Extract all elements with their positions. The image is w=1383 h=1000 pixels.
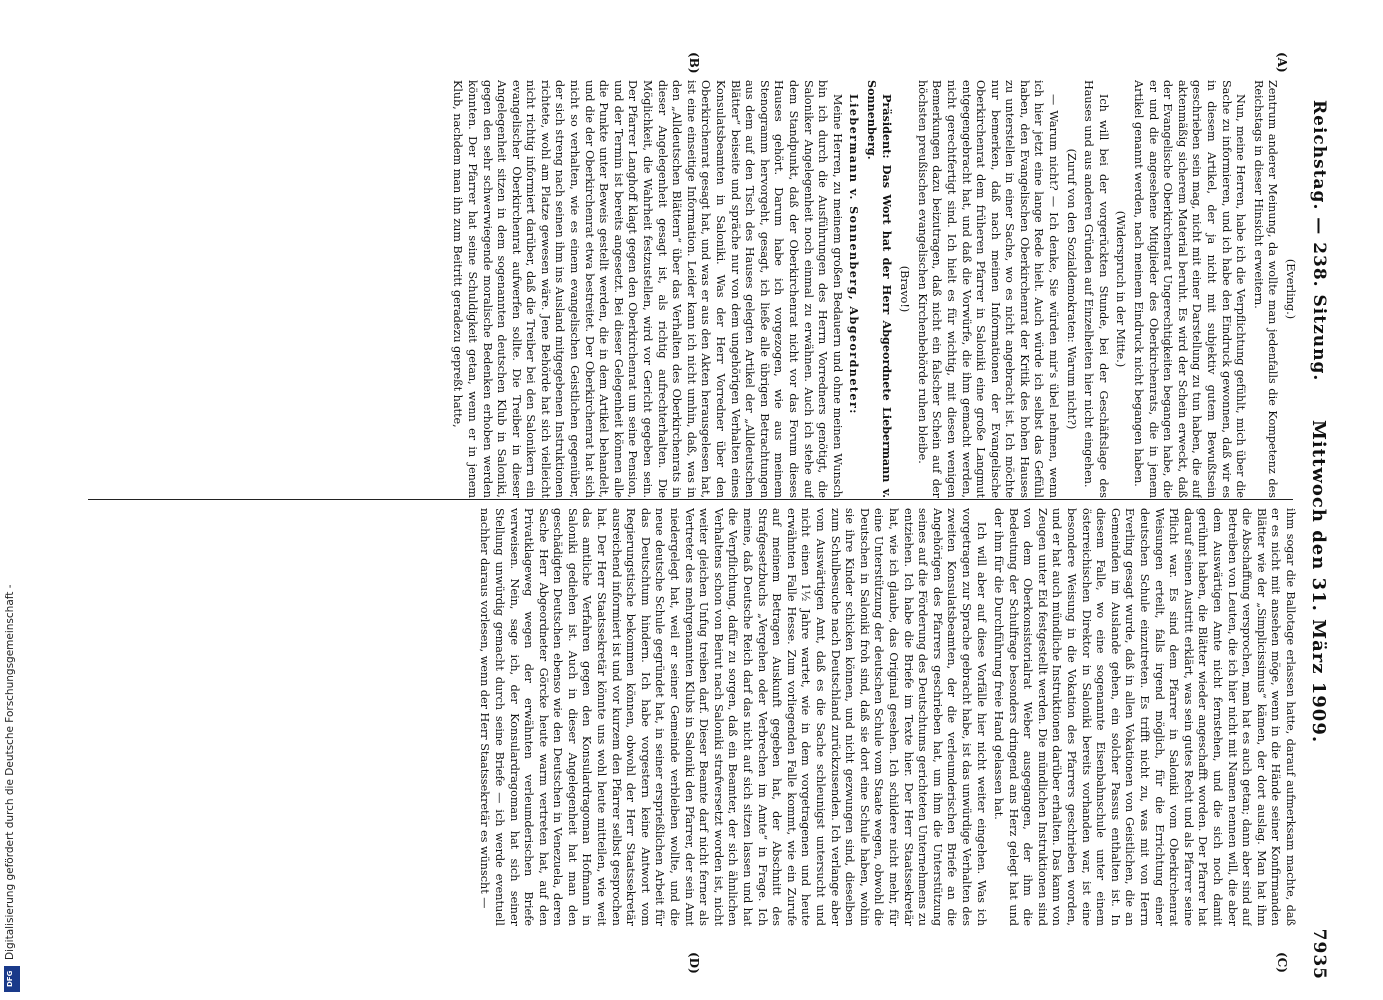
digitization-footer [0,0,24,1000]
margin-mark-c: (C) [1275,952,1289,973]
right-column [82,508,1297,926]
header-date: Mittwoch den 31. März 1909. [1308,420,1329,744]
paragraph: — Warum nicht? — Ich denke, Sie würden mir's übel nehmen, wenn ich hier jetzt eine lange Rede hielt. Auch würde ich selbst das Gefühl haben, den Evangelischen Oberkirchenrat der Kritik des hohen Hauses zu unterstellen in einer Sache, wo es nicht angebracht ist. Ich möchte nur bemerken, daß nach meinen Informationen der Evangelische Oberkirchenrat dem früheren Pfarrer in Saloniki eine große Langmut entgegengebracht hat, und daß die Vorwürfe, die ihm gemacht werden, nicht gerechtfertigt sind. Ich hielt es für wichtig, mit diesen wenigen Bemerkungen dazu beizutragen, daß nicht ein falscher Schein auf der höchsten preußischen evangelischen Kirchenbehörde ruhen bleibe. [915,80,1061,498]
speaker-reference: (Everling.) [1284,258,1297,320]
paragraph: Zentrum anderer Meinung, da wollte man jedenfalls die Kompetenz des Reichstags in dieser Hinsicht erweitern. [1251,80,1280,498]
header-title: Reichstag. — 238. Sitzung. [1309,100,1329,382]
paragraph: Meine Herren, zu meinem großen Bedauern und ohne meinen Wunsch bin ich durch die Ausführungen des Herrn Vorredners genötigt, die Saloniker Angelegenheit noch einmal zu erwähnen. Auch ich stehe auf dem Standpunkt, daß der Oberkirchenrat nicht vor das Forum dieses Hauses gehört. Darum habe ich vorgezogen, wie aus meinem Stenogramm hervorgeht, gesagt, ich ließe alle übrigen Betrachtungen aus dem auf den Tisch des Hauses gelegten Artikel der „Alldeutschen Blätter“ beiseite und spräche nur von dem ungehörigen Verhalten eines Konsulatsbeamten in Saloniki. Was der Herr Vorredner über den Oberkirchenrat gesagt hat, und was er aus den Akten herausgelesen hat, ist eine einseitige Information. Leider kann ich nicht umhin, daß, was in den „Alldeutschen Blättern“ über das Verhalten des Oberkirchenrats in dieser Angelegenheit gesagt ist, als richtig aufrechterhalten. Die Möglichkeit, die Wahrheit festzustellen, wird vor Gericht gegeben sein. Der Pfarrer Langhoff klagt gegen den Oberkirchenrat um seine Pension, und der Termin ist bereits angesetzt. Bei dieser Gelegenheit können alle die Punkte unter Beweis gestellt werden, die in dem Artikel behandelt, und die der Oberkirchenrat etwa bestreitet. Der Oberkirchenrat hat sich nicht so verhalten, wie es einem evangelischen Geistlichen gegenüber, der sich streng nach seinen ihm ins Ausland mitgegebenen Instruktionen richtete, wohl am Platze gewesen wäre. Jene Behörde hat sich vielleicht nicht richtig informiert darüber, daß die Treiber bei den Salonikern ein evangelischer Oberkirchenrat aufwerfen sollte. Die Treiber in dieser Angelegenheit sitzen in dem sogenannten deutschen Klub in Saloniki, gegen den sehr schwerwiegende moralische Bedenken erhoben werden könnten. Der Pfarrer hat seine Schuldigkeit getan, wenn er in jenem Klub, nachdem man ihn zum Beitritt geradezu gepreßt hatte, [451,80,844,498]
paragraph: Nun, meine Herren, habe ich die Verpflichtung gefühlt, mich über die Sache zu informieren, und ich habe den Eindruck gewonnen, daß wir es in diesem Artikel, der ja nicht mit subjektiv gutem Bewußtsein geschrieben sein mag, nicht mit einer Darstellung zu tun haben, die auf aktenmäßig sicherem Material beruht. Es wird der Schein erweckt, daß der Evangelische Oberkirchenrat Ungerechtigkeiten begangen habe, die er und die angesehene Mitglieder des Oberkirchenrats, die in jenem Artikel genannt werden, nach meinem Eindruck nicht begangen haben. [1132,80,1248,498]
document-page [53,0,1333,1000]
margin-mark-b: (B) [687,52,701,74]
paragraph: Ich will aber auf diese Vorfälle hier nicht weiter eingehen. Was ich vorgetragen zur Sprache gebracht habe, ist das unwürdige Verhalten des zweiten Konsulatsbeamten, der die verleumderischen Briefe an die Angehörigen des Pfarrers geschrieben hat, um ihm die Unterstützung seines auf die Förderung des Deutschtums gerichteten Unternehmens zu entziehen. Ich habe die Briefe im Texte hier. Der Herr Staatssekretär hat, wie ich glaube, das Original gesehen. Ich schildere nicht mehr, für eine Unterstützung der deutschen Schule vom Staate wegen, obwohl die Deutschen in Saloniki froh sind, daß sie dort eine Schule haben, wohin sie ihre Kinder schicken können, und nicht gezwungen sind, dieselben zum Schulbesuche nach Deutschland zurückzusenden. Ich verlange aber vom Auswärtigen Amt, daß es die Sache schleunigst untersucht und nicht einen 1½ Jahre wartet, wie in dem vorgetragenen und heute erwähnten Falle Hesse. Zum vorliegenden Falle kommt, wie ein Zurufe auf meinem Betragen Auskunft gegeben hat, der Abschnitt des Strafgesetzbuchs „Vergehen oder Verbrechen im Amte“ in Frage. Ich meine, daß Deutsche Reich darf das nicht auf sich sitzen lassen und hat die Verpflichtung, dafür zu sorgen, daß ein Beamter, der sich ähnlichen Verhaltens schon von Beirut nach Saloniki strafversetzt worden ist, nicht weiter gleichen Unfug treiben darf. Dieser Beamte darf nicht ferner als Vertreter des mehrgenannten Klubs in Saloniki den Pfarrer, der sein Amt niedergelegt hat, weil er seiner Gemeinde verbleiben wollte, und die neue deutsche Schule gegründet hat, in seiner ersprießlichen Arbeit für das Deutschtum hindern. Ich habe vorgestern keine Antwort vom Regierungstische bekommen können, obwohl der Herr Staatssekretär ausreichend informiert ist und vor kurzem den Pfarrer selbst gesprochen hat. Der Herr Staatssekretär könnte uns wohl heute mitteilen, wie weit das amtliche Verfahren gegen den Konsulardragoman Hofmann in Saloniki gediehen ist. Auch in dieser Angelegenheit hat man den geschädigten Deutschen ebenso wie den Deutschen in Venezuela, deren Sache Herr Abgeordneter Görcke heute warm vertreten hat, auf den Privatklageweg wegen der erwähnten verleumderischen Briefe verweisen. Nein, sage ich, der Konsulardragoman hat sich seiner Stellung unwürdig gemacht durch seine Briefe — ich werde eventuell nachher daraus vorlesen, wenn der Herr Staatssekretär es wünscht — [478,508,988,926]
column-divider [88,499,1293,500]
page-number: 7935 [1309,928,1329,980]
dfg-logo [4,966,20,992]
funding-notice: Digitalisierung gefördert durch die Deutsche Forschungsgemeinschaft - [4,584,16,960]
margin-mark-d: (D) [687,952,701,974]
president-statement: Präsident: Das Wort hat der Herr Abgeordnete Liebermann v. Sonnenberg. [864,80,894,498]
paragraph: Ich will bei der vorgerückten Stunde, bei der Geschäftslage des Hauses und aus anderen Gründen auf Einzelheiten hier nicht eingehen. [1082,80,1110,498]
dfg-logo-text: DFG [6,970,14,987]
paragraph: ihm sogar die Ballotage erlassen hatte, darauf aufmerksam machte, daß er es nicht mit ansehen möge, wenn in die Hände seiner Konfirmanden Blätter wie der „Simplicissimus“ kämen, der dort auslag. Man hat ihm die Abschaffung versprochen, man hat es auch getan; dann aber sind auf Betreiben von Leuten, die ich hier nicht mit Namen nennen will, die aber dem Auswärtigen Amte nicht fernstehen, und die sich noch damit gerühmt haben, die Blätter wieder angeschafft worden. Der Pfarrer hat darauf seinen Austritt erklärt, was sein gutes Recht und als Pfarrer seine Pflicht war. Es sind dem Pfarrer in Saloniki vom Oberkirchenrat Weisungen erteilt, falls irgend möglich, für die Errichtung einer deutschen Schule einzutreten. Es trifft nicht zu, was mit von Herrn Everling gesagt wurde, daß in allen Vokationen von Geistlichen, die an Gemeinden im Auslande gehen, ein solcher Passus enthalten ist. In diesem Falle, wo eine sogenannte Eisenbahnschule unter einem österreichischen Direktor in Saloniki bereits vorhanden war, ist eine besondere Weisung in die Vokation des Pfarrers geschrieben worden, und er hat auch mündliche Instruktionen darüber erhalten. Das kann von Zeugen unter Eid festgestellt werden. Die mündlichen Instruktionen sind von dem Oberkonsistorialrat Weber ausgegangen, der ihm die Bedeutung der Schulfrage besonders dringend ans Herz gelegt hat und der ihm für die Durchführung freie Hand gelassen hat. [992,508,1297,926]
interjection: (Bravo!) [898,265,912,313]
margin-mark-a: (A) [1275,52,1289,73]
left-column [82,80,1297,498]
interjection: (Zuruf von den Sozialdemokraten: Warum nicht?) [1064,148,1078,430]
speaker-name: Liebermann v. Sonnenberg, Abgeordneter: [847,94,862,415]
interjection: (Widerspruch in der Mitte.) [1114,210,1128,368]
page-header [1303,40,1333,980]
